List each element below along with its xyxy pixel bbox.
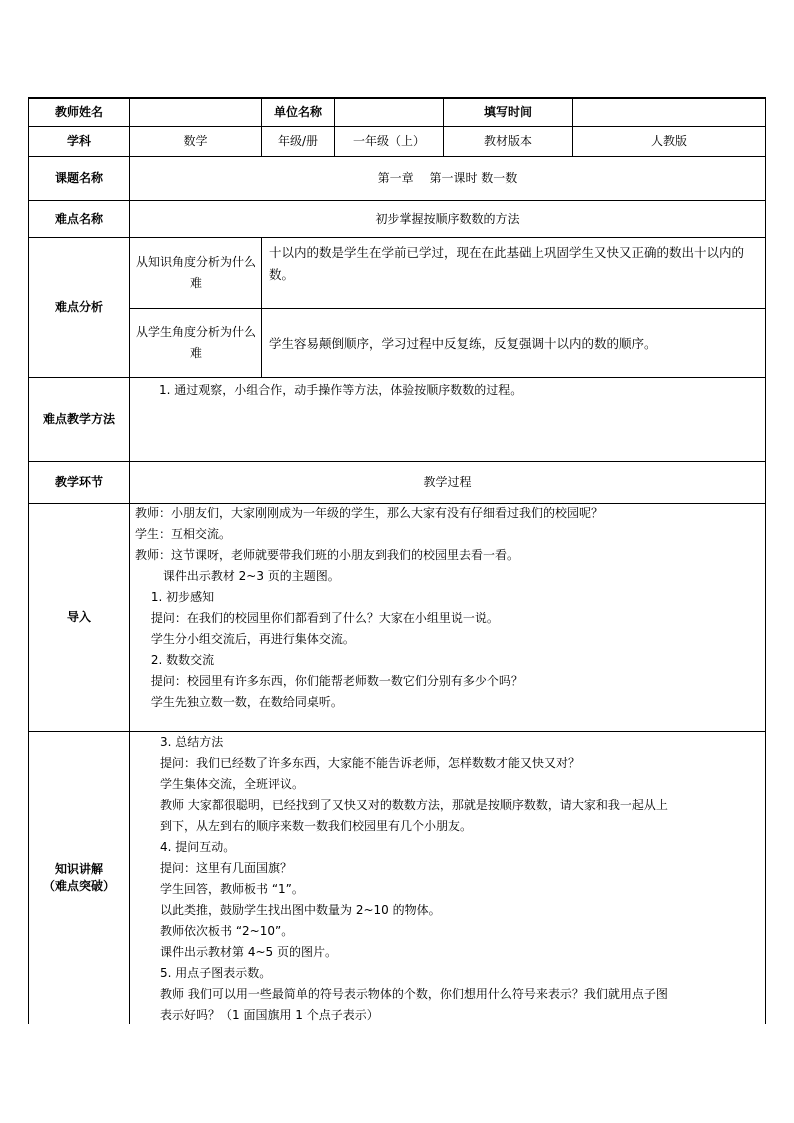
- intro-line: 教师：小朋友们，大家刚刚成为一年级的学生，那么大家有没有仔细看过我们的校园呢？: [135, 506, 604, 520]
- unit-name-label: 单位名称: [273, 104, 322, 119]
- intro-line: 1. 初步感知: [135, 590, 215, 604]
- knowledge-line: 提问：我们已经数了许多东西，大家能不能告诉老师，怎样数数才能又快又对？: [160, 756, 581, 770]
- intro-line: 学生分小组交流后，再进行集体交流。: [135, 632, 355, 646]
- lesson-title-value: 第一章 第一课时 数一数: [377, 171, 518, 185]
- knowledge-line: 表示好吗？（1 面国旗用 1 个点子表示）: [160, 1008, 379, 1022]
- grade-value: 一年级（上）: [352, 134, 425, 148]
- knowledge-line: 到下，从左到右的顺序来数一数我们校园里有几个小朋友。: [160, 819, 473, 833]
- knowledge-line: 学生回答，教师板书 “1”。: [160, 882, 304, 896]
- difficulty-name-label: 难点名称: [54, 211, 103, 226]
- teaching-method-label: 难点教学方法: [42, 412, 115, 426]
- knowledge-line: 提问：这里有几面国旗？: [160, 861, 293, 875]
- knowledge-line: 学生集体交流，全班评议。: [160, 777, 305, 791]
- knowledge-angle-label: 从知识角度分析为什么难: [136, 255, 257, 290]
- teaching-process-label: 教学过程: [423, 475, 472, 489]
- fill-time-value: [573, 98, 765, 126]
- teaching-stage-label: 教学环节: [54, 475, 103, 489]
- subject-label: 学科: [66, 134, 91, 148]
- textbook-value: 人教版: [650, 134, 687, 148]
- intro-content: [135, 503, 603, 713]
- knowledge-content: [160, 732, 668, 1026]
- intro-line: 教师：这节课呀，老师就要带我们班的小朋友到我们的校园里去看一看。: [135, 548, 520, 562]
- student-angle-text: 学生容易颠倒顺序，学习过程中反复练，反复强调十以内的数的顺序。: [269, 336, 657, 351]
- student-angle-label: 从学生角度分析为什么难: [136, 325, 257, 360]
- fill-time-label: 填写时间: [483, 104, 532, 119]
- lesson-plan-table: [28, 97, 766, 1024]
- difficulty-analysis-label: 难点分析: [54, 300, 103, 314]
- intro-line: 学生先独立数一数，在数给同桌听。: [135, 695, 343, 709]
- knowledge-line: 教师依次板书 “2~10”。: [160, 924, 294, 938]
- intro-line: 学生：互相交流。: [135, 527, 232, 541]
- knowledge-line: 4. 提问互动。: [160, 840, 236, 854]
- grade-label: 年级/册: [277, 134, 319, 148]
- knowledge-line: 课件出示教材第 4~5 页的图片。: [160, 945, 337, 959]
- knowledge-explanation-label: [29, 732, 129, 1024]
- intro-line: 课件出示教材 2~3 页的主题图。: [135, 569, 340, 583]
- knowledge-line: 以此类推，鼓励学生找出图中数量为 2~10 的物体。: [160, 903, 441, 917]
- textbook-label: 教材版本: [483, 134, 532, 148]
- knowledge-line: 3. 总结方法: [160, 735, 224, 749]
- intro-line: 提问：在我们的校园里你们都看到了什么？大家在小组里说一说。: [135, 611, 499, 625]
- lesson-title-label: 课题名称: [54, 171, 103, 185]
- teaching-method-text: 1. 通过观察，小组合作，动手操作等方法，体验按顺序数数的过程。: [159, 383, 523, 397]
- intro-line: 提问：校园里有许多东西，你们能帮老师数一数它们分别有多少个吗？: [135, 674, 523, 688]
- knowledge-label-sub: （难点突破）: [42, 879, 115, 893]
- teacher-name-label: 教师姓名: [54, 104, 103, 119]
- intro-label: 导入: [66, 610, 91, 624]
- knowledge-line: 教师 我们可以用一些最简单的符号表示物体的个数，你们想用什么符号来表示？我们就用点子图: [160, 987, 668, 1001]
- knowledge-angle-text: 十以内的数是学生在学前已学过，现在在此基础上巩固学生又快又正确的数出十以内的数。: [269, 245, 745, 282]
- subject-value: 数学: [183, 134, 208, 148]
- teacher-name-value: [130, 98, 261, 126]
- knowledge-line: 教师 大家都很聪明，已经找到了又快又对的数数方法，那就是按顺序数数，请大家和我一起从上: [160, 798, 668, 812]
- knowledge-line: 5. 用点子图表示数。: [160, 966, 272, 980]
- knowledge-label-main: 知识讲解: [54, 862, 103, 876]
- intro-line: 2. 数数交流: [135, 653, 215, 667]
- unit-name-value: [335, 98, 443, 126]
- difficulty-name-value: 初步掌握按顺序数数的方法: [375, 211, 520, 226]
